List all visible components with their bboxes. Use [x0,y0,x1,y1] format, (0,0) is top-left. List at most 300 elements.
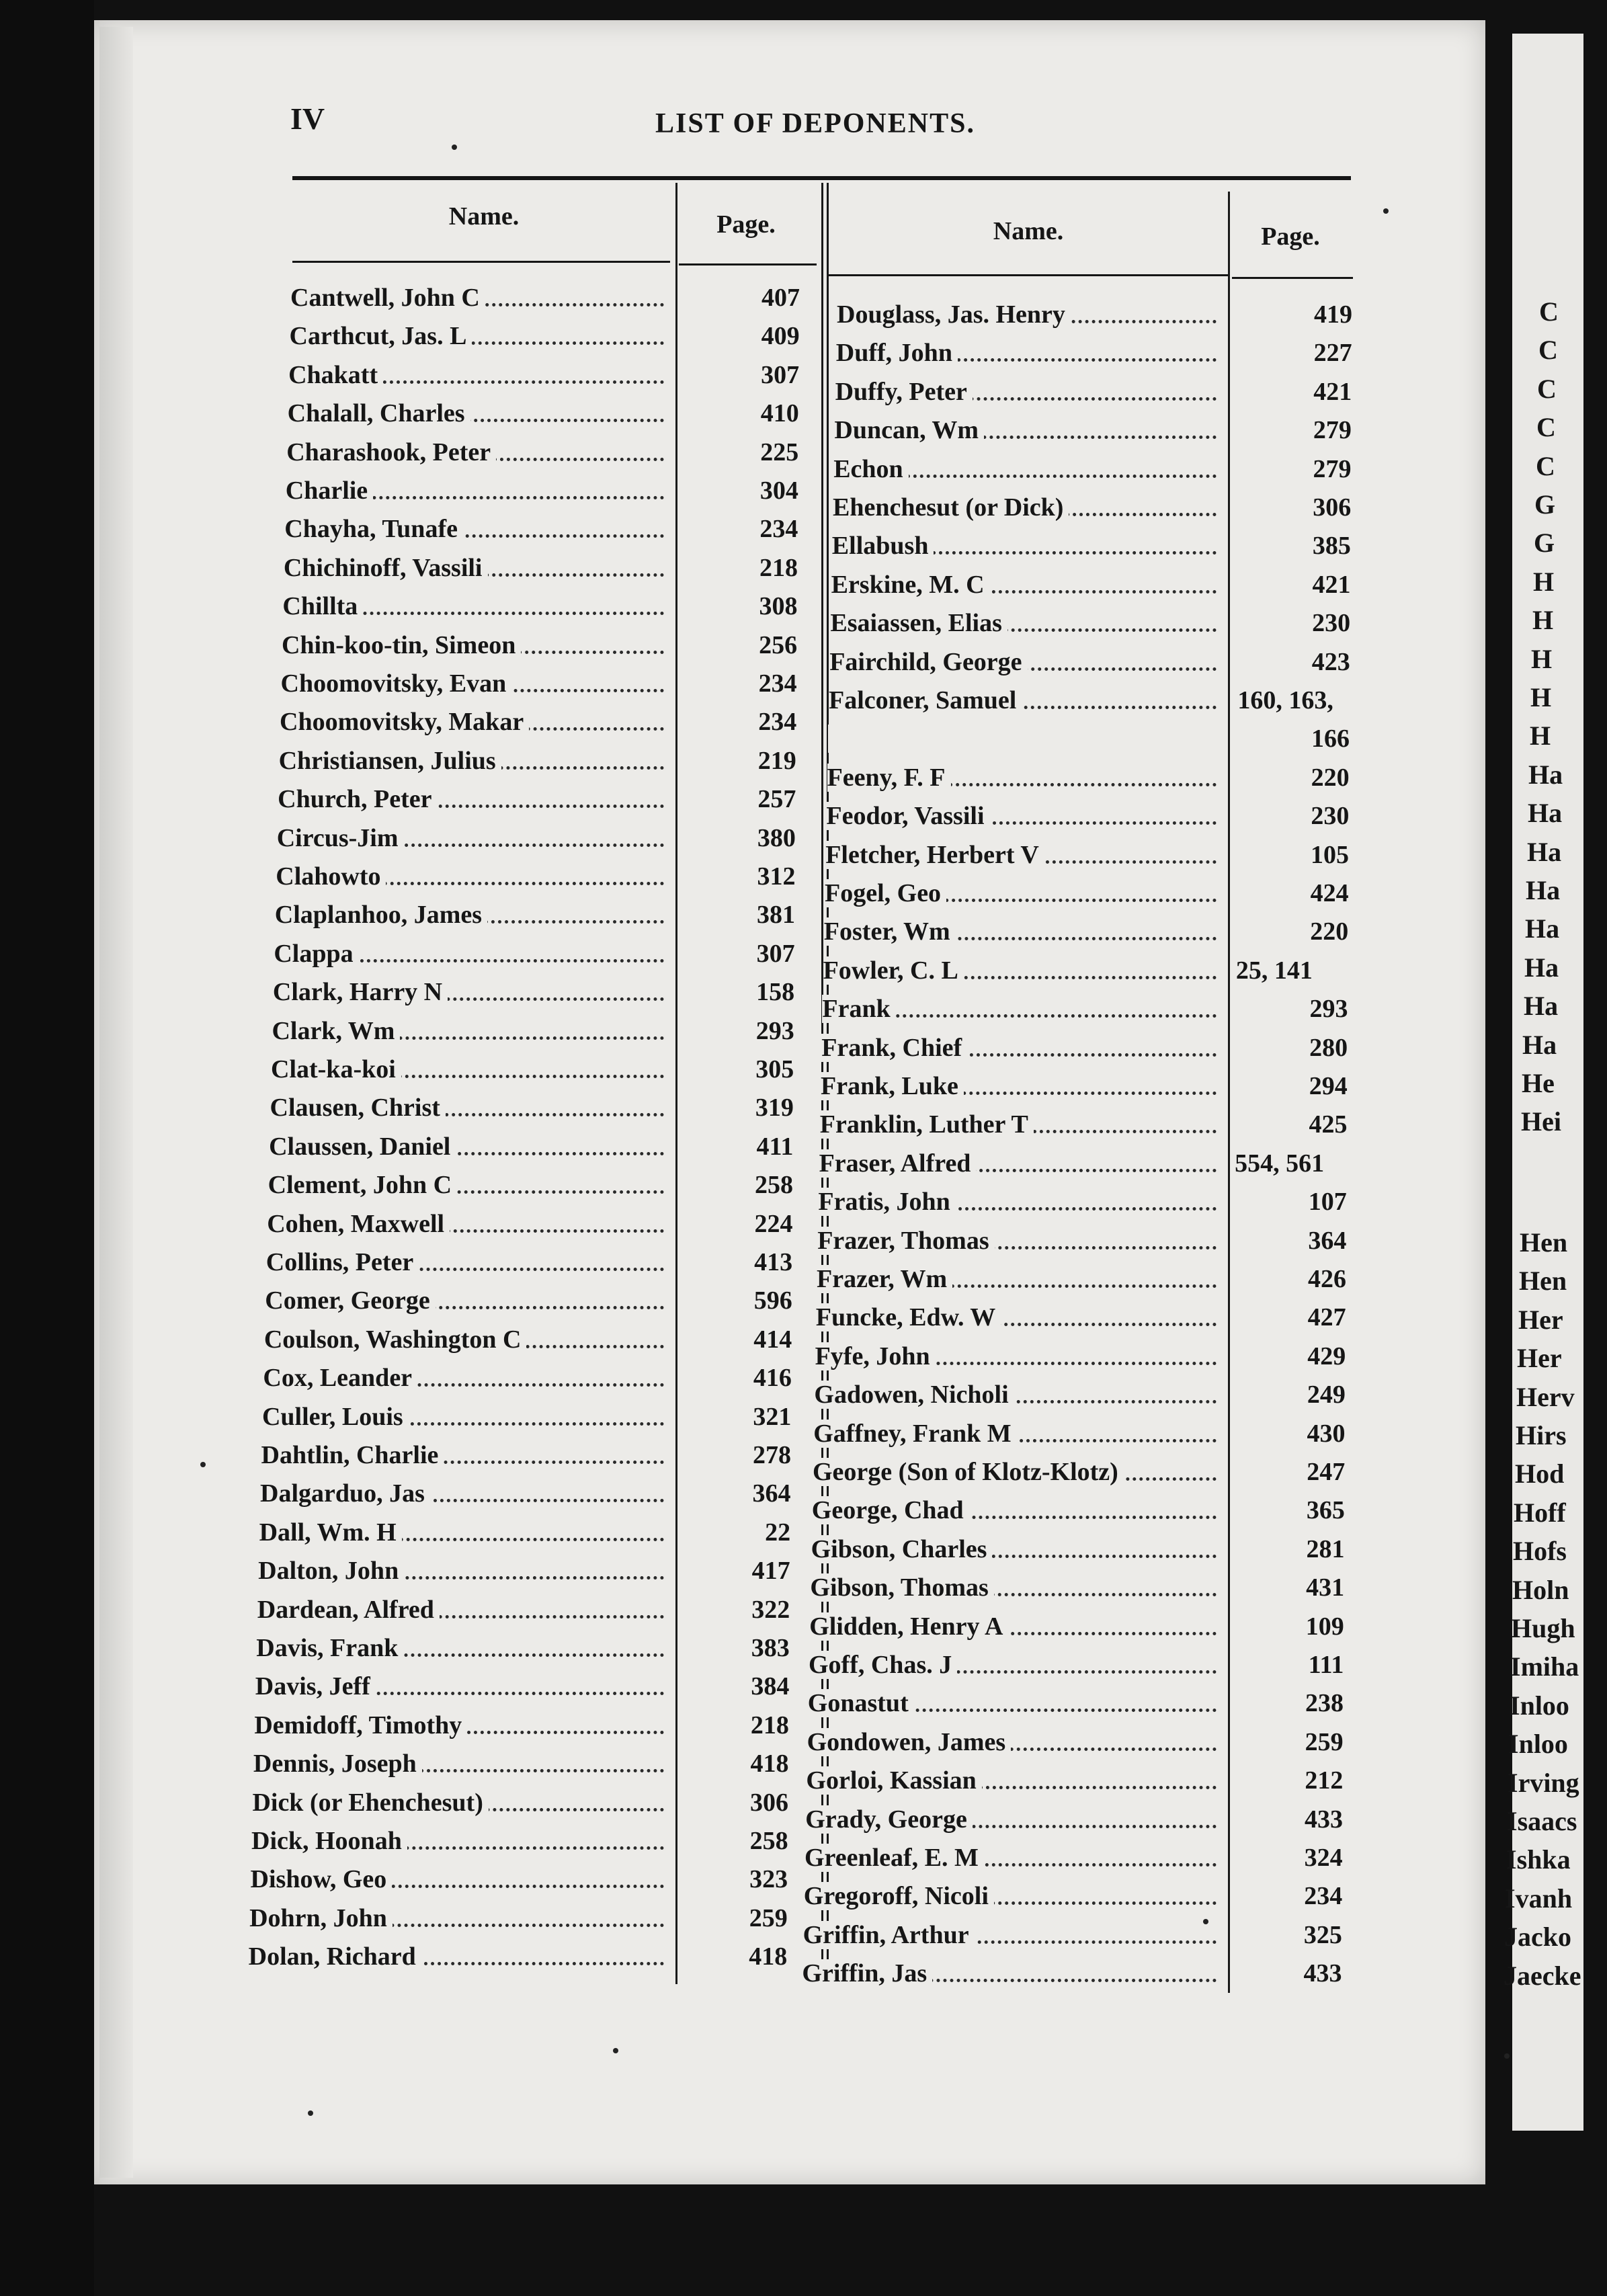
list-item [254,1707,664,1745]
deponent-name: Church, Peter [278,785,437,813]
page-reference: 230 [1311,802,1350,831]
adjacent-page-text: H [1531,643,1553,674]
page-reference: 109 [1305,1612,1344,1641]
list-item [830,604,1217,643]
deponent-name: Charashook, Peter [286,438,496,466]
deponent-name: Erskine, M. C [831,571,990,599]
list-item [276,858,664,896]
adjacent-page-text: Jacko [1504,1922,1571,1953]
adjacent-page-text: C [1536,450,1555,481]
page-reference: 212 [1305,1766,1344,1795]
page-reference: 293 [1309,995,1348,1024]
print-speck [200,1462,206,1467]
list-item [286,434,664,472]
page-reference: 238 [1305,1689,1344,1718]
list-item [279,742,664,780]
adjacent-page-text: C [1536,412,1556,443]
adjacent-page-text: Ivanh [1505,1883,1573,1914]
list-item [833,450,1217,489]
list-item [252,1784,664,1822]
list-item [273,973,664,1012]
page-reference: 307 [761,360,800,389]
adjacent-page-text: C [1539,296,1559,327]
adjacent-page-text: Hei [1521,1106,1561,1137]
page-reference: 416 [753,1364,792,1393]
list-item [831,566,1217,604]
adjacent-page-text: Ha [1526,875,1561,905]
print-speck [1383,208,1389,214]
page-reference: 218 [750,1711,789,1739]
page-reference: 364 [1308,1226,1347,1255]
table-top-rule [292,176,1351,180]
deponent-name: George, Chad [812,1496,969,1524]
list-item [824,913,1217,951]
deponent-name: Duncan, Wm [834,416,984,444]
list-item [811,1530,1217,1569]
deponent-name: Choomovitsky, Makar [280,708,529,736]
deponent-name: Dardean, Alfred [257,1596,440,1624]
deponent-name: Davis, Jeff [255,1672,376,1700]
page-reference: 419 [1314,300,1352,329]
page-reference: 365 [1306,1496,1345,1525]
deponent-name: Ellabush [832,532,934,560]
deponent-name: Douglass, Jas. Henry [837,300,1071,329]
page-reference: 305 [755,1055,794,1083]
list-item [284,510,664,548]
deponent-name: Claussen, Daniel [269,1133,456,1161]
adjacent-page-text: H [1530,721,1551,751]
deponent-name: Cantwell, John C [290,284,485,312]
page-reference: 220 [1310,917,1349,946]
deponent-name: Frazer, Thomas [817,1227,994,1255]
list-item [263,1359,664,1397]
page-reference: 259 [1305,1727,1344,1756]
deponent-name: Ehenchesut (or Dick) [833,493,1069,522]
deponent-name: Fairchild, George [829,648,1027,676]
adjacent-page-text: Ha [1528,759,1563,790]
page-reference: 433 [1303,1959,1342,1988]
page-reference: 321 [753,1402,792,1431]
deponent-name: Fyfe, John [815,1342,936,1370]
list-item [277,819,664,858]
deponent-name: Davis, Frank [256,1634,403,1662]
adjacent-page-text: Her [1517,1343,1562,1374]
print-speck [1504,2053,1510,2059]
deponent-name: Echon [833,455,908,483]
adjacent-page-text: Ha [1525,913,1560,944]
adjacent-page-text: C [1537,373,1557,404]
adjacent-page-text: Hoff [1514,1497,1566,1528]
deponent-name: Christiansen, Julius [279,747,501,775]
print-speck [308,2110,313,2116]
deponent-name: Chalall, Charles [288,399,470,427]
page-reference: 166 [1311,725,1350,753]
deponent-name: Grady, George [805,1805,973,1834]
deponent-name: Chichinoff, Vassili [284,554,488,582]
adjacent-page-text: Hod [1515,1459,1565,1489]
deponent-name: Clement, John C [268,1171,457,1199]
adjacent-page-text: Ha [1522,1029,1557,1060]
right-page-header-rule [1232,277,1353,279]
deponent-name: Cox, Leander [263,1364,417,1392]
list-item [275,896,664,934]
deponent-name: Clark, Harry N [273,978,448,1006]
adjacent-page-text: Isaacs [1507,1806,1577,1836]
list-item [261,1436,665,1475]
page-reference: 308 [759,592,798,621]
list-item [805,1839,1217,1877]
page-reference: 433 [1304,1805,1343,1834]
list-item [836,334,1217,372]
page-edge-shadow [99,27,133,2178]
page-reference: 554, 561 [1235,1149,1325,1178]
list-item [813,1415,1217,1453]
deponent-name: Dalton, John [258,1557,404,1585]
page-reference: 364 [752,1479,791,1508]
deponent-name: Culler, Louis [262,1403,409,1431]
page-reference: 158 [756,978,795,1007]
deponent-name: Chillta [282,592,363,620]
list-item [837,296,1217,334]
right-name-column-header: Name. [993,217,1064,245]
deponent-name: Choomovitsky, Evan [281,669,512,698]
list-item [835,373,1217,411]
deponent-name: Dahtlin, Charlie [261,1441,444,1469]
page-reference: 294 [1309,1072,1348,1100]
list-item [808,1684,1217,1723]
page-reference: 322 [751,1595,790,1624]
deponent-name: Feeny, F. F [827,764,951,792]
deponent-name: Clat-ka-koi [271,1055,401,1083]
deponent-name: Clappa [274,940,358,968]
deponent-name: Dalgarduo, Jas [260,1479,430,1508]
list-item [290,279,664,317]
page-reference: 325 [1303,1920,1342,1949]
page-reference: 230 [1312,609,1351,638]
page-reference: 418 [749,1942,788,1971]
list-item [269,1128,664,1166]
deponent-name: Charlie [286,477,373,505]
deponent-name: Gadowen, Nicholi [814,1381,1014,1409]
deponent-name: Gregoroff, Nicoli [804,1882,994,1910]
list-item [284,549,664,587]
list-item [818,1183,1217,1221]
list-item [827,759,1217,797]
deponent-name: Collins, Peter [266,1248,419,1276]
deponent-name: Comer, George [265,1286,436,1315]
page-reference: 414 [753,1325,792,1354]
page-reference: 417 [751,1557,790,1586]
deponent-name: Fogel, Geo [825,879,946,907]
list-item [826,797,1217,835]
scan-border-left [0,0,94,2296]
list-item [825,874,1217,913]
list-item [271,1051,664,1089]
list-item [265,1282,664,1320]
list-item [272,1012,664,1051]
deponent-name [828,725,833,753]
page-reference: 258 [749,1827,788,1855]
page-reference: 249 [1307,1381,1346,1409]
list-item [258,1552,664,1590]
deponent-name: Circus-Jim [277,824,404,852]
print-speck [1203,1919,1208,1924]
deponent-name: Goff, Chas. J [809,1651,957,1679]
page-reference: 407 [761,284,800,312]
deponent-name: Feodor, Vassili [826,802,989,830]
page-reference: 312 [757,862,796,891]
deponent-name: Glidden, Henry A [809,1612,1008,1641]
deponent-name: Frank, Chief [821,1034,967,1062]
list-item [804,1877,1217,1916]
list-item [825,836,1217,874]
deponent-name: Foster, Wm [824,917,956,946]
list-item [810,1569,1217,1607]
deponent-name: Claplanhoo, James [275,901,487,929]
adjacent-page-text: H [1532,605,1554,636]
page-reference: 279 [1313,416,1352,445]
left-name-column-header: Name. [448,202,520,231]
deponent-name: Dennis, Joseph [253,1750,422,1778]
page-reference: 107 [1308,1188,1347,1217]
list-item [288,356,664,395]
list-item [266,1243,664,1282]
adjacent-page-text: Hofs [1513,1536,1567,1567]
list-item [282,587,664,626]
adjacent-page-text: Ha [1528,798,1563,829]
page-reference: 160, 163, [1237,686,1333,714]
list-item [274,935,664,973]
page-reference: 220 [1311,763,1350,792]
page-reference: 234 [758,669,797,698]
page-reference: 247 [1307,1458,1346,1486]
adjacent-page-text: Imiha [1510,1651,1579,1682]
deponent-name: Chin-koo-tin, Simeon [282,631,521,659]
adjacent-page-text: Ishka [1506,1844,1571,1875]
deponent-name: Gorloi, Kassian [806,1766,981,1795]
page-reference: 380 [757,823,796,852]
deponent-name: Carthcut, Jas. L [290,322,472,350]
list-item [253,1745,664,1783]
page-title: LIST OF DEPONENTS. [655,108,975,139]
page-reference: 111 [1308,1651,1344,1679]
page-reference: 306 [750,1788,789,1817]
list-item [828,720,1217,758]
left-name-header-rule [292,261,670,263]
page-reference: 218 [759,553,798,582]
list-item [823,952,1217,990]
adjacent-page-text: Hugh [1511,1613,1575,1643]
list-item [278,780,664,819]
page-reference: 278 [752,1441,791,1469]
list-item [286,472,664,510]
deponent-name: Frank [822,995,895,1023]
deponent-name: Gondowen, James [807,1728,1012,1756]
page-reference: 411 [756,1132,794,1161]
page-reference: 304 [759,477,798,505]
deponent-name: Duffy, Peter [835,378,973,406]
deponent-name: Dishow, Geo [251,1865,393,1893]
list-item [815,1338,1217,1376]
adjacent-page-text: Hirs [1516,1420,1567,1450]
list-item [809,1608,1217,1646]
list-item [802,1955,1217,1993]
deponent-name: Clahowto [276,862,386,891]
adjacent-page-text: Hen [1520,1227,1568,1258]
deponent-name: Greenleaf, E. M [805,1844,984,1872]
deponent-name: Gonastut [808,1689,914,1717]
page-reference: 281 [1306,1534,1345,1563]
page-reference: 418 [750,1750,789,1778]
page-reference: 409 [761,322,800,351]
deponent-name: Falconer, Samuel [829,686,1022,714]
list-item [262,1398,664,1436]
page-reference: 430 [1307,1419,1346,1448]
adjacent-page-text: Inloo [1510,1690,1569,1721]
list-item [806,1762,1217,1800]
list-item [829,682,1217,720]
right-name-header-rule [828,274,1228,276]
deponent-name: Frazer, Wm [817,1265,952,1293]
list-item [282,626,664,665]
page-reference: 319 [755,1094,794,1122]
page-reference: 385 [1312,532,1351,561]
adjacent-page-text: H [1533,566,1555,597]
list-item [259,1514,664,1552]
list-item [812,1491,1217,1530]
page-reference: 227 [1313,339,1352,368]
list-item [814,1376,1217,1414]
deponent-name: Griffin, Arthur [803,1921,975,1949]
list-item [816,1299,1217,1337]
deponent-name: Dick, Hoonah [251,1827,407,1855]
adjacent-page-text: Holn [1512,1574,1569,1605]
list-item [817,1260,1217,1299]
page-reference: 279 [1313,454,1352,483]
deponent-name: Funcke, Edw. W [816,1303,1001,1331]
page-reference: 257 [757,785,796,814]
deponent-name: Duff, John [836,339,958,367]
deponent-name: Dall, Wm. H [259,1518,402,1547]
adjacent-page-text: Jaecke [1503,1960,1581,1991]
list-item [822,990,1217,1028]
list-item [288,395,664,433]
list-item [820,1106,1217,1144]
page-reference: 258 [754,1171,793,1200]
list-item [821,1067,1217,1106]
page-reference: 596 [753,1286,792,1315]
page-reference: 413 [754,1248,793,1276]
adjacent-page-text: C [1538,335,1558,366]
page-reference: 259 [749,1903,788,1932]
list-item [267,1205,664,1243]
deponent-name: George (Son of Klotz-Klotz) [813,1458,1124,1486]
page-reference: 224 [754,1209,793,1238]
print-speck [452,145,457,150]
page-reference: 424 [1310,879,1349,907]
page-reference: 280 [1309,1033,1348,1062]
page-reference: 383 [751,1634,790,1662]
adjacent-page-text: G [1534,528,1555,559]
list-item [280,703,664,741]
page-reference: 427 [1307,1303,1346,1332]
list-item [803,1916,1217,1955]
list-item [832,527,1217,565]
list-item [249,1938,664,1976]
deponent-name: Gibson, Charles [811,1535,993,1563]
deponent-name: Demidoff, Timothy [254,1711,467,1739]
page-reference: 429 [1307,1342,1346,1370]
list-item [249,1899,664,1938]
list-item [813,1453,1217,1491]
adjacent-page-text: Hen [1519,1266,1567,1297]
adjacent-page-text: Herv [1516,1381,1575,1412]
deponent-name: Esaiassen, Elias [830,609,1007,637]
deponent-name: Fratis, John [818,1188,955,1216]
page-reference: 25, 141 [1235,956,1313,985]
page-reference: 421 [1312,570,1351,599]
deponent-name: Coulson, Washington C [264,1325,527,1354]
list-item [270,1089,664,1127]
print-speck [613,2048,618,2053]
adjacent-page-text: Inloo [1508,1729,1568,1760]
deponent-name: Griffin, Jas [802,1959,932,1987]
page-reference: 22 [765,1518,791,1547]
list-item [260,1475,664,1513]
list-item [251,1822,664,1860]
page-reference: 431 [1306,1573,1345,1602]
deponent-name: Fraser, Alfred [819,1149,977,1178]
page-reference: 293 [755,1016,794,1045]
left-page-header-rule [679,263,817,265]
page-reference: 256 [759,630,798,659]
right-page-column-header: Page. [1261,222,1320,251]
list-item [819,1145,1217,1183]
deponent-name: Chayha, Tunafe [284,515,463,543]
page-reference: 219 [757,746,796,775]
list-item [805,1801,1217,1839]
list-item [817,1222,1217,1260]
adjacent-page-text: Irving [1508,1767,1579,1798]
deponent-name: Clark, Wm [272,1017,400,1045]
list-item [807,1723,1217,1762]
adjacent-page-text: Ha [1524,952,1559,983]
list-item [268,1166,664,1204]
deponent-name: Gaffney, Frank M [813,1420,1016,1448]
list-item [809,1646,1217,1684]
list-item [256,1629,664,1668]
deponent-name: Clausen, Christ [270,1094,446,1122]
deponent-name: Cohen, Maxwell [267,1210,450,1238]
list-item [264,1321,664,1359]
list-item [290,317,664,356]
list-item [257,1591,664,1629]
page-reference: 381 [757,901,796,930]
adjacent-page-text: Ha [1527,836,1562,867]
deponent-name: Dolan, Richard [249,1942,421,1971]
page-reference: 421 [1313,377,1352,406]
list-item [255,1668,664,1706]
list-item [821,1029,1217,1067]
page-numeral: IV [290,101,325,136]
deponent-name: Dohrn, John [249,1904,393,1932]
list-item [833,489,1217,527]
page-reference: 423 [1311,647,1350,676]
deponent-name: Chakatt [288,361,383,389]
list-item [251,1860,664,1899]
page-reference: 225 [760,438,799,466]
page-reference: 307 [756,939,795,968]
